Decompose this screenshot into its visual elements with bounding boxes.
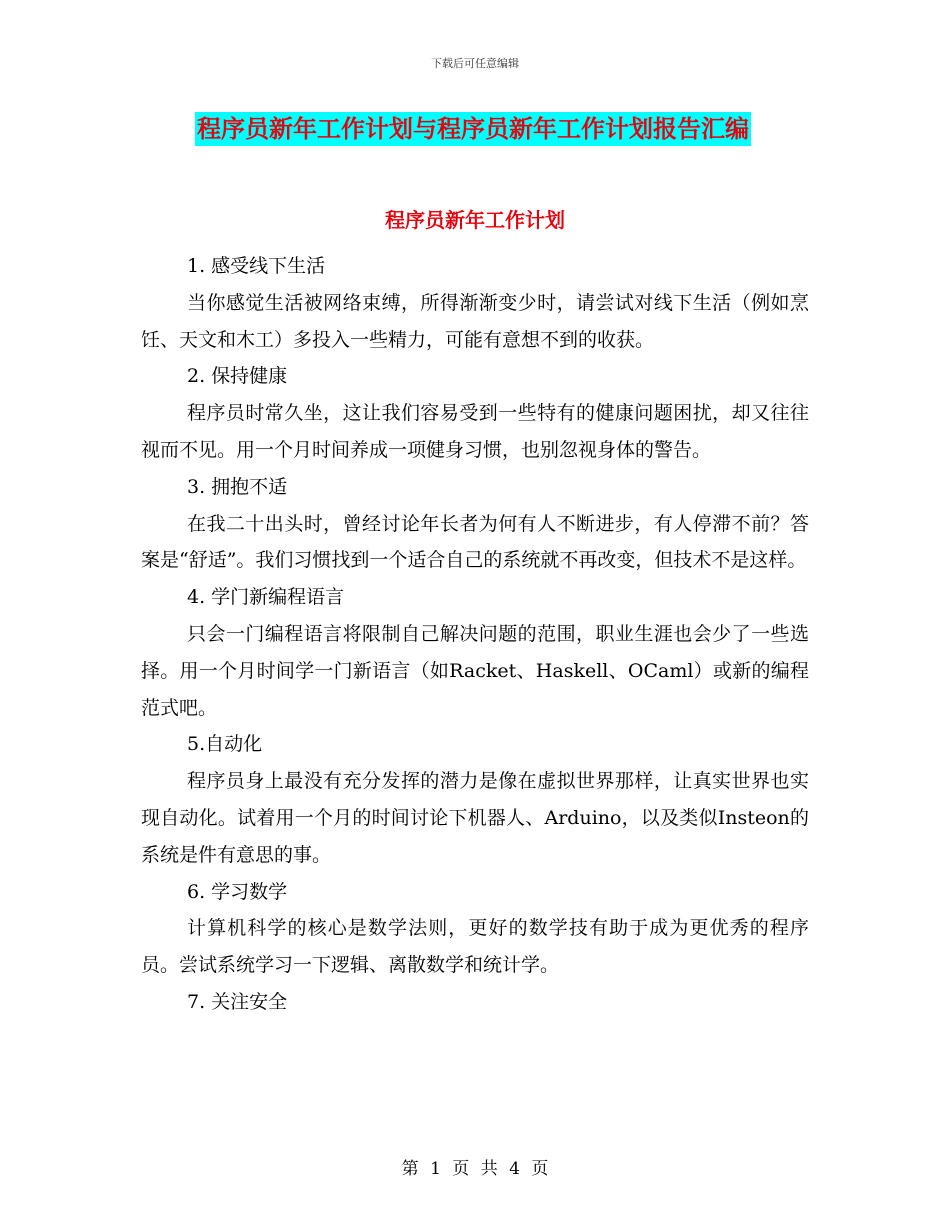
item-body-6: 计算机科学的核心是数学法则，更好的数学技有助于成为更优秀的程序员。尝试系统学习一下逻辑、离散数学和统计学。: [141, 917, 809, 977]
item-body-5: 程序员身上最没有充分发挥的潜力是像在虚拟世界那样，让真实世界也实现自动化。试着用一个月的时间讨论下机器人、Arduino，以及类似Insteon的系统是件有意思的事。: [141, 770, 809, 866]
item-heading-5: 5.自动化: [187, 733, 263, 756]
document-body: [141, 248, 809, 1021]
item-heading-3: 3. 拥抱不适: [187, 475, 288, 498]
page-number-footer: 第 1 页 共 4 页: [401, 1159, 549, 1179]
section-title: 程序员新年工作计划: [385, 208, 565, 232]
item-body-1: 当你感觉生活被网络束缚，所得渐渐变少时，请尝试对线下生活（例如烹饪、天文和木工）多投入一些精力，可能有意想不到的收获。: [141, 291, 809, 351]
item-heading-4: 4. 学门新编程语言: [187, 586, 345, 609]
item-body-2: 程序员时常久坐，这让我们容易受到一些特有的健康问题困扰，却又往往视而不见。用一个月时间养成一项健身习惯，也别忽视身体的警告。: [141, 402, 809, 461]
item-heading-7: 7. 关注安全: [187, 990, 288, 1013]
item-body-4: 只会一门编程语言将限制自己解决问题的范围，职业生涯也会少了一些选择。用一个月时间学一门新语言（如Racket、Haskell、OCaml）或新的编程范式吧。: [141, 622, 809, 719]
item-heading-6: 6. 学习数学: [187, 880, 288, 903]
document-title: 程序员新年工作计划与程序员新年工作计划报告汇编: [195, 112, 751, 146]
header-note: 下载后可任意编辑: [431, 57, 519, 70]
item-body-3: 在我二十出头时，曾经讨论年长者为何有人不断进步，有人停滞不前？答案是“舒适”。我们习惯找到一个适合自己的系统就不再改变，但技术不是这样。: [141, 512, 809, 572]
item-heading-2: 2. 保持健康: [187, 365, 288, 388]
item-heading-1: 1. 感受线下生活: [187, 255, 326, 277]
